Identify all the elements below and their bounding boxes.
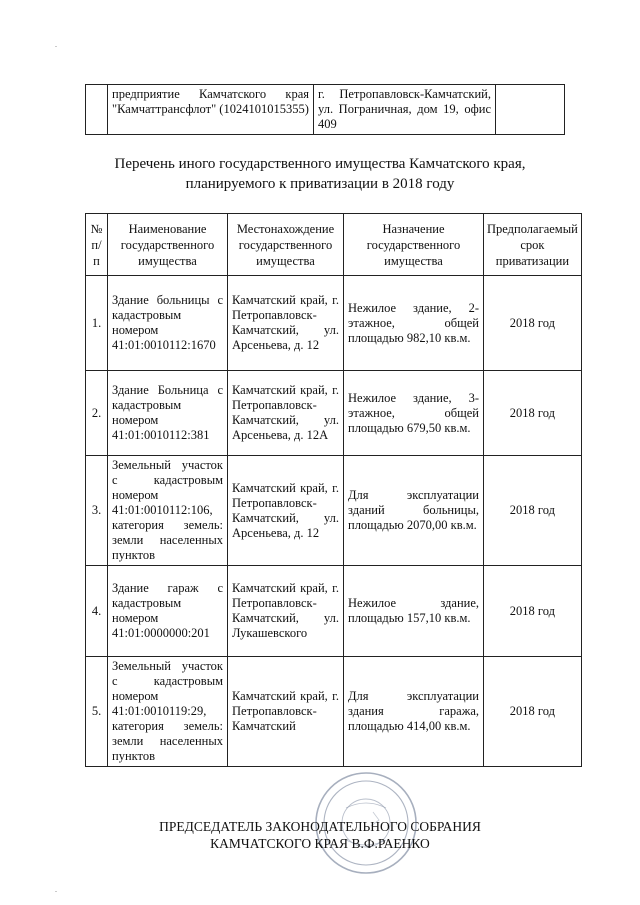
table-row <box>86 566 582 657</box>
header-location: Местонахождение государственного имущества <box>228 214 344 276</box>
continuation-name-cell: предприятие Камчатского края "Камчаттрансфлот" (1024101015355) <box>108 85 314 135</box>
scan-mark: . <box>55 885 57 894</box>
row-location: Камчатский край, г. Петропавловск-Камчатский, ул. Арсеньева, д. 12 <box>228 456 344 566</box>
document-title <box>0 154 640 194</box>
continuation-table <box>85 84 565 135</box>
row-purpose: Нежилое здание, 2-этажное, общей площадью 982,10 кв.м. <box>344 276 484 371</box>
title-line-1: Перечень иного государственного имущества Камчатского края, <box>114 156 526 172</box>
row-name: Земельный участок с кадастровым номером 41:01:0010119:29, категория земель: земли населенных пунктов <box>108 657 228 767</box>
property-table <box>85 213 582 767</box>
row-term: 2018 год <box>484 456 582 566</box>
table-row <box>86 371 582 456</box>
row-location: Камчатский край, г. Петропавловск-Камчатский, ул. Лукашевского <box>228 566 344 657</box>
continuation-row <box>86 85 565 135</box>
row-num: 5. <box>86 657 108 767</box>
row-term: 2018 год <box>484 566 582 657</box>
row-name: Земельный участок с кадастровым номером 41:01:0010112:106, категория земель: земли населенных пунктов <box>108 456 228 566</box>
row-purpose: Нежилое здание, 3-этажное, общей площадью 679,50 кв.м. <box>344 371 484 456</box>
table-header-row <box>86 214 582 276</box>
row-name: Здание гараж с кадастровым номером 41:01:0000000:201 <box>108 566 228 657</box>
scan-mark: . <box>55 40 57 49</box>
continuation-num-cell <box>86 85 108 135</box>
header-num: № п/п <box>86 214 108 276</box>
row-num: 2. <box>86 371 108 456</box>
row-name: Здание больницы с кадастровым номером 41:01:0010112:1670 <box>108 276 228 371</box>
row-location: Камчатский край, г. Петропавловск-Камчатский, ул. Арсеньева, д. 12 <box>228 276 344 371</box>
continuation-location-cell: г. Петропавловск-Камчатский, ул. Пограничная, дом 19, офис 409 <box>314 85 496 135</box>
signature-name: КАМЧАТСКОГО КРАЯ В.Ф.РАЕНКО <box>210 836 430 851</box>
signature-title: ПРЕДСЕДАТЕЛЬ ЗАКОНОДАТЕЛЬНОГО СОБРАНИЯ <box>159 819 481 834</box>
row-term: 2018 год <box>484 371 582 456</box>
title-line-2: планируемого к приватизации в 2018 году <box>185 176 455 192</box>
continuation-term-cell <box>496 85 565 135</box>
table-row <box>86 456 582 566</box>
row-name: Здание Больница с кадастровым номером 41:01:0010112:381 <box>108 371 228 456</box>
table-row <box>86 657 582 767</box>
header-purpose: Назначение государственного имущества <box>344 214 484 276</box>
row-location: Камчатский край, г. Петропавловск-Камчатский, ул. Арсеньева, д. 12А <box>228 371 344 456</box>
header-term: Предполагаемый срок приватизации <box>484 214 582 276</box>
row-purpose: Для эксплуатации зданий больницы, площадью 2070,00 кв.м. <box>344 456 484 566</box>
row-purpose: Нежилое здание, площадью 157,10 кв.м. <box>344 566 484 657</box>
row-term: 2018 год <box>484 276 582 371</box>
row-location: Камчатский край, г. Петропавловск-Камчатский <box>228 657 344 767</box>
table-row <box>86 276 582 371</box>
row-purpose: Для эксплуатации здания гаража, площадью 414,00 кв.м. <box>344 657 484 767</box>
row-num: 3. <box>86 456 108 566</box>
header-name: Наименование государственного имущества <box>108 214 228 276</box>
row-num: 4. <box>86 566 108 657</box>
row-num: 1. <box>86 276 108 371</box>
row-term: 2018 год <box>484 657 582 767</box>
signature-block <box>0 818 640 852</box>
